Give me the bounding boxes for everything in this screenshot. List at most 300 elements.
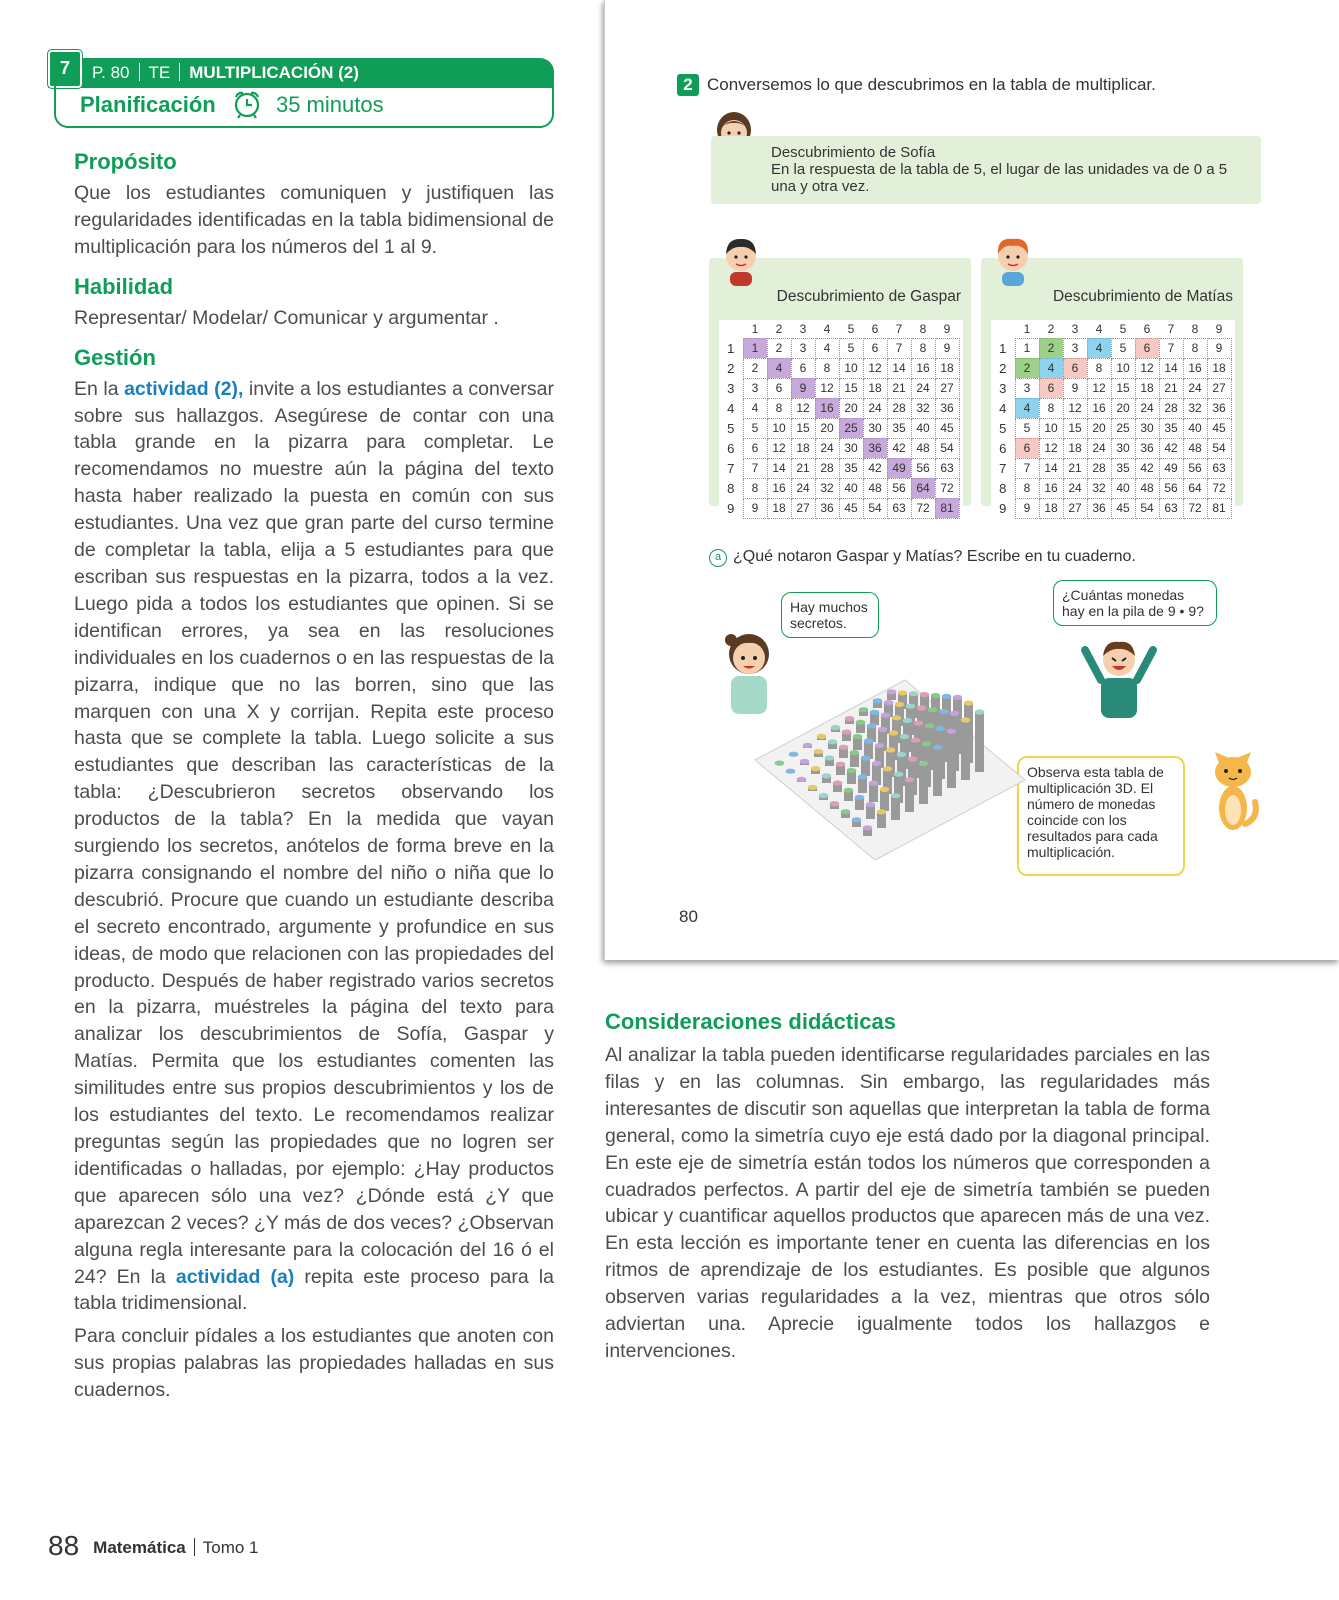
column-header: 1 (1023, 321, 1031, 336)
coin-top (841, 809, 851, 814)
table-cell: 24 (815, 438, 839, 458)
coin-top (914, 721, 924, 726)
coin-top (906, 704, 916, 709)
coin-top (870, 710, 880, 715)
coin-top (892, 715, 902, 720)
table-cell: 7 (743, 458, 767, 478)
table-cell: 12 (863, 358, 887, 378)
coin-top (863, 825, 873, 830)
coin-top (933, 745, 943, 750)
coin-stack (869, 783, 878, 802)
table-cell: 5 (743, 418, 767, 438)
coin-top (831, 725, 841, 730)
te-label: TE (148, 63, 171, 82)
table-cell: 28 (815, 458, 839, 478)
table-cell: 45 (935, 418, 959, 438)
coin-top (825, 755, 835, 760)
coin-top (953, 695, 963, 700)
column-header: 7 (1167, 321, 1175, 336)
coin-stack (880, 789, 889, 811)
coin-top (877, 809, 887, 814)
table-cell: 28 (1159, 398, 1183, 418)
table-cell: 35 (1111, 458, 1135, 478)
textbook-page (604, 0, 1339, 960)
table-cell: 18 (1135, 378, 1159, 398)
table-cell: 27 (1063, 498, 1087, 518)
row-header: 9 (999, 500, 1007, 516)
table-cell: 14 (887, 358, 911, 378)
coin-top (900, 734, 910, 739)
lesson-number: 7 (48, 50, 82, 88)
row-header: 7 (999, 460, 1007, 476)
table-cell: 15 (791, 418, 815, 438)
table-cell: 8 (1087, 358, 1111, 378)
coin-top (786, 769, 796, 774)
sofia-text: En la respuesta de la tabla de 5, el lugar de las unidades va de 0 a 5 una y otra vez. (771, 161, 1228, 195)
sofia-title: Descubrimiento de Sofía (771, 144, 936, 161)
table-cell: 18 (1063, 438, 1087, 458)
lesson-title: MULTIPLICACIÓN (2) (189, 63, 359, 82)
table-cell: 56 (1159, 478, 1183, 498)
table-cell: 4 (767, 358, 791, 378)
page-ref: P. 80 (92, 63, 130, 82)
table-cell: 25 (1111, 418, 1135, 438)
row-header: 8 (727, 480, 735, 496)
table-cell: 9 (743, 498, 767, 518)
table-cell: 36 (1135, 438, 1159, 458)
textbook-page-number: 80 (679, 907, 698, 926)
question-letter: a (709, 549, 727, 567)
row-header: 1 (727, 340, 735, 356)
coin-top (925, 723, 935, 728)
table-cell: 18 (1039, 498, 1063, 518)
coin-top (964, 700, 974, 705)
coin-top (917, 705, 927, 710)
table-cell: 4 (1015, 398, 1039, 418)
coin-top (903, 718, 913, 723)
row-header: 9 (727, 500, 735, 516)
habilidad-section (74, 273, 554, 332)
table-cell: 24 (1063, 478, 1087, 498)
column-header: 8 (919, 321, 927, 336)
table-cell: 3 (1015, 378, 1039, 398)
table-cell: 81 (1207, 498, 1231, 518)
table-cell: 40 (1183, 418, 1207, 438)
coin-top (919, 761, 929, 766)
coin-top (856, 720, 866, 725)
boy-speech-bubble: ¿Cuántas monedas hay en la pila de 9 • 9? (1053, 580, 1217, 626)
question-a: a ¿Qué notaron Gaspar y Matías? Escribe en tu cuaderno. (709, 548, 1136, 567)
gaspar-multiplication-table (719, 320, 960, 519)
coin-top (920, 692, 930, 697)
table-cell: 48 (1183, 438, 1207, 458)
table-cell: 40 (839, 478, 863, 498)
table-cell: 24 (863, 398, 887, 418)
table-cell: 6 (1015, 438, 1039, 458)
table-cell: 32 (1087, 478, 1111, 498)
table-cell: 6 (743, 438, 767, 458)
table-cell: 28 (1087, 458, 1111, 478)
table-cell: 54 (863, 498, 887, 518)
coin-top (897, 752, 907, 757)
table-cell: 36 (1087, 498, 1111, 518)
table-cell: 18 (863, 378, 887, 398)
coin-top (852, 817, 862, 822)
table-cell: 2 (743, 358, 767, 378)
column-header: 4 (823, 321, 831, 336)
coin-top (817, 734, 827, 739)
table-cell: 21 (1063, 458, 1087, 478)
table-cell: 63 (935, 458, 959, 478)
coin-top (775, 761, 785, 766)
table-cell: 54 (1207, 438, 1231, 458)
table-cell: 24 (791, 478, 815, 498)
coin-top (895, 702, 905, 707)
table-cell: 9 (1063, 378, 1087, 398)
table-cell: 32 (911, 398, 935, 418)
table-cell: 9 (935, 338, 959, 358)
consideraciones-title: Consideraciones didácticas (605, 1009, 896, 1034)
table-cell: 24 (1135, 398, 1159, 418)
table-cell: 3 (1063, 338, 1087, 358)
table-cell: 36 (815, 498, 839, 518)
coin-top (950, 711, 960, 716)
activity-number: 2 (677, 74, 699, 96)
coin-top (889, 730, 899, 735)
column-header: 8 (1191, 321, 1199, 336)
coin-top (905, 777, 915, 782)
page-number: 88 (48, 1530, 80, 1561)
table-cell: 64 (911, 478, 935, 498)
table-cell: 12 (815, 378, 839, 398)
table-cell: 8 (1039, 398, 1063, 418)
table-cell: 3 (743, 378, 767, 398)
coin-top (939, 709, 949, 714)
table-cell: 12 (1039, 438, 1063, 458)
table-cell: 49 (887, 458, 911, 478)
row-header: 2 (727, 360, 735, 376)
coin-stack (861, 758, 870, 776)
table-cell: 16 (1183, 358, 1207, 378)
coin-top (881, 713, 891, 718)
column-header: 1 (751, 321, 759, 336)
table-cell: 16 (1087, 398, 1111, 418)
row-header: 6 (727, 440, 735, 456)
table-cell: 25 (839, 418, 863, 438)
table-cell: 30 (863, 418, 887, 438)
column-header: 2 (1047, 321, 1055, 336)
column-header: 5 (1119, 321, 1127, 336)
table-cell: 20 (1111, 398, 1135, 418)
consideraciones-text: Al analizar la tabla pueden identificarse regularidades parciales en las filas y en las columnas. Sin embargo, las regularidades más interesantes de discutir son aquellas que interpretan la tabla de forma general, como la simetría cuyo eje está dado por la diagonal principal. En este eje de simetría están todos los números que corresponden a cuadrados perfectos. A partir del eje de simetría también se pueden ubicar y cuantificar aquellos productos que aparecen más de una vez. En esta lección es importante tener en cuenta las diferencias en los ritmos de aprendizaje de los estudiantes. Es posible que algunos observen varias regularidades a la vez, mientras que otros sólo adviertan una. Aprecie igualmente todos los hallazgos e intervenciones. (605, 1044, 1210, 1362)
coin-top (836, 762, 846, 767)
coin-top (947, 729, 957, 734)
coin-top (894, 772, 904, 777)
coin-top (878, 727, 888, 732)
table-cell: 10 (1111, 358, 1135, 378)
consideraciones-section (605, 1008, 1210, 1365)
lesson-header (48, 50, 554, 128)
table-cell: 54 (1135, 498, 1159, 518)
table-cell: 10 (767, 418, 791, 438)
gaspar-panel (709, 258, 971, 516)
row-header: 2 (999, 360, 1007, 376)
coin-top (814, 749, 824, 754)
table-cell: 27 (935, 378, 959, 398)
table-cell: 8 (1015, 478, 1039, 498)
coin-top (911, 738, 921, 743)
coin-top (908, 756, 918, 761)
table-cell: 12 (1087, 378, 1111, 398)
table-cell: 7 (1159, 338, 1183, 358)
table-cell: 24 (911, 378, 935, 398)
table-cell: 63 (1159, 498, 1183, 518)
table-cell: 63 (887, 498, 911, 518)
cat-speech-bubble: Observa esta tabla de multiplicación 3D. El número de monedas coincide con los resultados para cada multiplicación. (1017, 756, 1185, 876)
table-cell: 8 (743, 478, 767, 498)
table-cell: 9 (1015, 498, 1039, 518)
table-cell: 40 (911, 418, 935, 438)
coin-top (800, 759, 810, 764)
column-header: 7 (895, 321, 903, 336)
coin-top (872, 761, 882, 766)
proposito-title: Propósito (74, 149, 177, 174)
planning-box (54, 86, 554, 128)
matias-title: Descubrimiento de Matías (1052, 288, 1233, 305)
gestion-paragraph-2: Para concluir pídales a los estudiantes que anoten con sus propias palabras las propiedades halladas en sus cuadernos. (74, 1325, 554, 1402)
coin-stack (891, 796, 900, 820)
coin-stack (975, 712, 984, 772)
table-cell: 5 (839, 338, 863, 358)
table-cell: 6 (767, 378, 791, 398)
column-header: 9 (1215, 321, 1223, 336)
table-cell: 72 (935, 478, 959, 498)
table-cell: 42 (863, 458, 887, 478)
coin-top (845, 716, 855, 721)
table-cell: 36 (1207, 398, 1231, 418)
table-cell: 48 (863, 478, 887, 498)
table-cell: 1 (743, 338, 767, 358)
table-cell: 35 (887, 418, 911, 438)
gaspar-table-container (719, 320, 963, 520)
gestion-title: Gestión (74, 344, 156, 370)
row-header: 1 (999, 340, 1007, 356)
column-header: 6 (1143, 321, 1151, 336)
table-cell: 4 (1039, 358, 1063, 378)
table-cell: 36 (863, 438, 887, 458)
row-header: 8 (999, 480, 1007, 496)
proposito-text: Que los estudiantes comuniquen y justifiquen las regularidades identificadas en la tabla bidimensional de multiplicación para los números del 1 al 9. (74, 182, 554, 258)
table-cell: 7 (887, 338, 911, 358)
row-header: 6 (999, 440, 1007, 456)
lesson-header-bar (48, 58, 554, 88)
coin-top (808, 785, 818, 790)
table-cell: 21 (791, 458, 815, 478)
table-cell: 6 (863, 338, 887, 358)
coin-top (867, 723, 877, 728)
table-cell: 10 (839, 358, 863, 378)
coin-top (898, 690, 908, 695)
coin-top (873, 698, 883, 703)
table-cell: 81 (935, 498, 959, 518)
table-cell: 5 (1111, 338, 1135, 358)
coin-top (880, 787, 890, 792)
coin-top (859, 707, 869, 712)
coin-top (839, 745, 849, 750)
table-cell: 48 (911, 438, 935, 458)
table-cell: 12 (1135, 358, 1159, 378)
table-cell: 9 (1207, 338, 1231, 358)
row-header: 5 (999, 420, 1007, 436)
coin-top (828, 739, 838, 744)
gaspar-title: Descubrimiento de Gaspar (776, 288, 961, 305)
coin-top (942, 694, 952, 699)
table-cell: 35 (839, 458, 863, 478)
page-footer (48, 1530, 259, 1562)
coin-top (855, 795, 865, 800)
table-cell: 12 (1063, 398, 1087, 418)
coin-top (883, 766, 893, 771)
table-cell: 45 (839, 498, 863, 518)
sofia-discovery (711, 136, 1261, 204)
table-cell: 21 (1159, 378, 1183, 398)
volume-label: Tomo 1 (202, 1538, 259, 1557)
table-cell: 20 (1087, 418, 1111, 438)
coin-top (936, 726, 946, 731)
coin-top (891, 793, 901, 798)
coin-top (803, 743, 813, 748)
table-cell: 14 (767, 458, 791, 478)
coin-stack (919, 764, 928, 805)
coin-stack (905, 780, 914, 812)
coin-top (931, 693, 941, 698)
column-header: 2 (775, 321, 783, 336)
coin-top (853, 734, 863, 739)
table-cell: 18 (767, 498, 791, 518)
table-cell: 63 (1207, 458, 1231, 478)
planning-label: Planificación (80, 92, 216, 117)
table-cell: 6 (791, 358, 815, 378)
table-cell: 10 (1039, 418, 1063, 438)
table-cell: 2 (1015, 358, 1039, 378)
table-cell: 18 (1207, 358, 1231, 378)
table-cell: 5 (1015, 418, 1039, 438)
3d-multiplication-table-illustration (735, 660, 1035, 860)
row-header: 7 (727, 460, 735, 476)
coin-top (819, 793, 829, 798)
duration: 35 minutos (275, 92, 384, 117)
table-cell: 40 (1111, 478, 1135, 498)
coin-top (922, 741, 932, 746)
gaspar-avatar (719, 232, 763, 286)
table-cell: 21 (887, 378, 911, 398)
table-cell: 6 (1039, 378, 1063, 398)
table-cell: 45 (1111, 498, 1135, 518)
table-cell: 24 (1087, 438, 1111, 458)
table-cell: 12 (791, 398, 815, 418)
boy-illustration (1079, 636, 1159, 718)
coin-top (886, 747, 896, 752)
coin-top (975, 709, 985, 714)
coin-top (875, 743, 885, 748)
table-cell: 42 (1135, 458, 1159, 478)
column-header: 6 (871, 321, 879, 336)
coin-top (909, 691, 919, 696)
table-cell: 35 (1159, 418, 1183, 438)
coin-top (884, 700, 894, 705)
matias-table-container (991, 320, 1235, 520)
coin-top (850, 750, 860, 755)
table-cell: 18 (791, 438, 815, 458)
gestion-section (74, 344, 554, 1404)
table-cell: 8 (815, 358, 839, 378)
matias-avatar (991, 232, 1035, 286)
activity-a-link: actividad (a) (175, 1265, 295, 1288)
table-cell: 8 (767, 398, 791, 418)
matias-multiplication-table (991, 320, 1232, 519)
table-cell: 15 (1111, 378, 1135, 398)
column-header: 9 (943, 321, 951, 336)
column-header: 3 (1071, 321, 1079, 336)
coin-stack (947, 731, 956, 788)
coin-top (797, 777, 807, 782)
table-cell: 4 (815, 338, 839, 358)
table-cell: 9 (791, 378, 815, 398)
subject-name: Matemática (93, 1538, 186, 1557)
table-cell: 2 (1039, 338, 1063, 358)
table-cell: 27 (791, 498, 815, 518)
coin-top (861, 755, 871, 760)
table-cell: 7 (1015, 458, 1039, 478)
column-header: 5 (847, 321, 855, 336)
habilidad-title: Habilidad (74, 273, 174, 299)
coin-top (869, 781, 879, 786)
table-cell: 16 (815, 398, 839, 418)
table-cell: 14 (1039, 458, 1063, 478)
table-cell: 30 (1111, 438, 1135, 458)
coin-top (811, 766, 821, 771)
table-cell: 20 (815, 418, 839, 438)
column-header: 3 (799, 321, 807, 336)
table-cell: 32 (1183, 398, 1207, 418)
coin-top (961, 717, 971, 722)
table-cell: 72 (1183, 498, 1207, 518)
coin-top (789, 752, 799, 757)
activity-2-link: actividad (2), (124, 377, 244, 400)
coin-top (844, 788, 854, 793)
coin-stack (961, 720, 970, 780)
coin-top (866, 802, 876, 807)
table-cell: 8 (1183, 338, 1207, 358)
table-cell: 48 (1135, 478, 1159, 498)
coin-top (830, 801, 840, 806)
table-cell: 24 (1183, 378, 1207, 398)
table-cell: 8 (911, 338, 935, 358)
row-header: 4 (999, 400, 1007, 416)
coin-top (842, 729, 852, 734)
table-cell: 20 (839, 398, 863, 418)
coin-top (847, 768, 857, 773)
table-cell: 12 (767, 438, 791, 458)
table-cell: 42 (887, 438, 911, 458)
table-cell: 45 (1207, 418, 1231, 438)
coin-top (822, 773, 832, 778)
table-cell: 64 (1183, 478, 1207, 498)
coin-stack (933, 747, 942, 796)
matias-panel (981, 258, 1243, 516)
column-header: 4 (1095, 321, 1103, 336)
table-cell: 30 (839, 438, 863, 458)
